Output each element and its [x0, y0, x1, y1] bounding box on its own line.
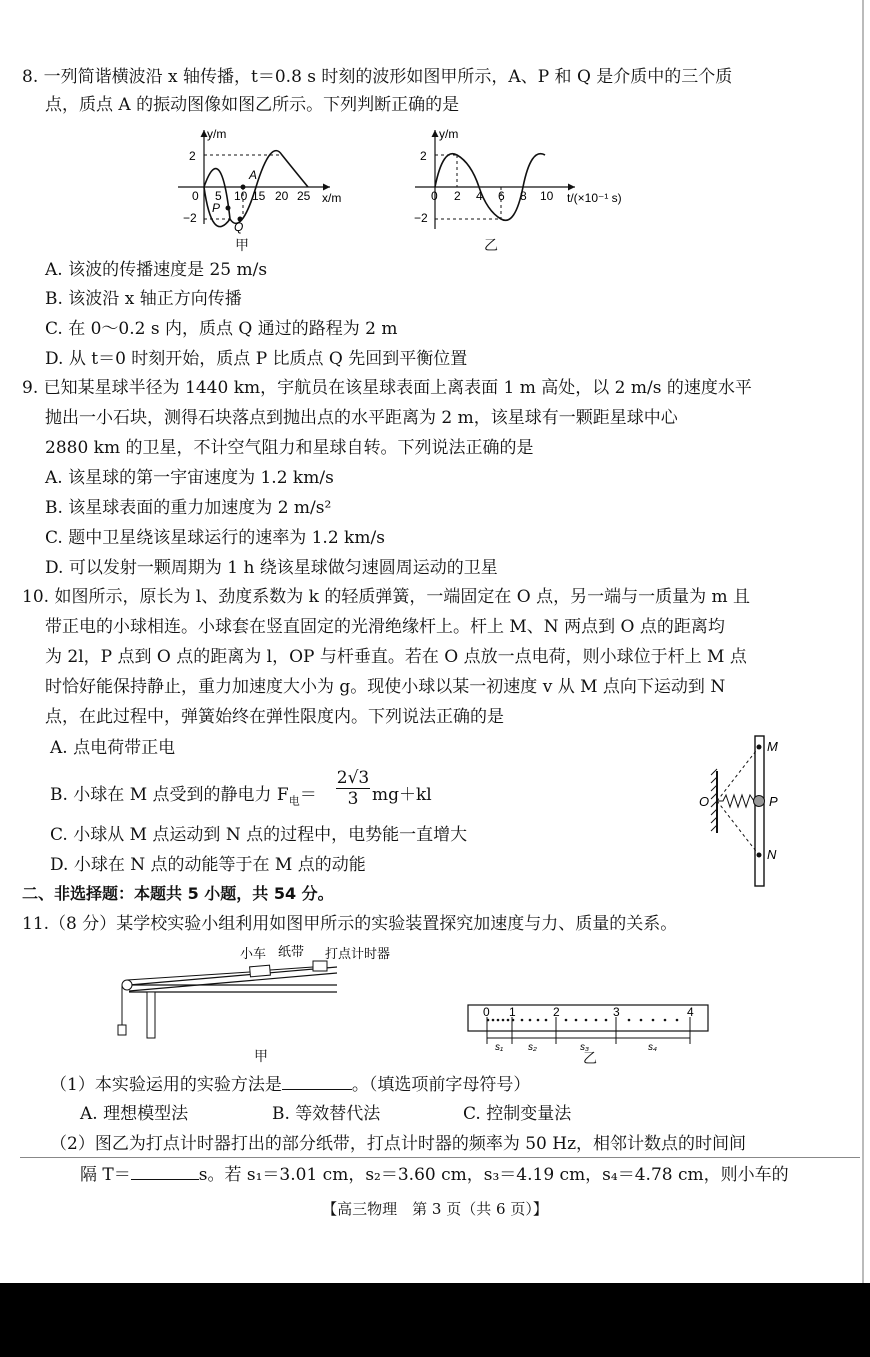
tape-strip: [468, 1005, 708, 1031]
label-q: Q: [234, 220, 244, 234]
dash-on: [717, 801, 759, 855]
tick-x-25: 25: [297, 189, 311, 203]
part1-before: （1）本实验运用的实验方法是: [50, 1075, 282, 1095]
q8-option-d: D. 从 t＝0 时刻开始，质点 P 比质点 Q 先回到平衡位置: [45, 349, 468, 369]
pulley: [122, 980, 132, 990]
q11-part1-option-c: C. 控制变量法: [463, 1104, 572, 1124]
page-edge: [862, 0, 864, 1283]
q11-part1-option-b: B. 等效替代法: [272, 1104, 381, 1124]
count-2: 2: [553, 1005, 560, 1019]
q10-option-c: C. 小球从 M 点运动到 N 点的过程中，电势能一直增大: [50, 825, 468, 845]
part2-before: 隔 T＝: [80, 1165, 131, 1185]
q10-option-a: A. 点电荷带正电: [50, 738, 176, 758]
tick-y-neg: −2: [414, 211, 428, 225]
q9-option-a: A. 该星球的第一宇宙速度为 1.2 km/s: [45, 468, 334, 488]
label-a: A: [249, 168, 258, 182]
fraction-numerator: 2√3: [336, 768, 370, 788]
vibration-graph-yi: [405, 124, 645, 234]
timer: [313, 961, 327, 971]
y-axis-label: y/m: [439, 127, 459, 141]
wave-graph-jia: [170, 124, 370, 234]
tick-y-neg: −2: [183, 211, 197, 225]
count-4: 4: [687, 1005, 694, 1019]
apparatus-diagram-jia: [115, 940, 405, 1040]
q10-stem-line3: 为 2l，P 点到 O 点的距离为 l，OP 与杆垂直。若在 O 点放一点电荷，则小球位于杆上 M 点: [45, 647, 747, 667]
q11-part2-line2: [80, 1163, 789, 1186]
label-p: P: [769, 794, 778, 809]
q11-part2-line1: （2）图乙为打点计时器打出的部分纸带，打点计时器的频率为 50 Hz，相邻计数点的时间间: [50, 1134, 747, 1154]
option-b-sub: 电: [288, 794, 300, 808]
label-m: M: [767, 739, 778, 754]
part2-answer-blank[interactable]: [131, 1163, 199, 1180]
q9-stem-line3: 2880 km 的卫星，不计空气阻力和星球自转。下列说法正确的是: [45, 438, 534, 458]
label-tape: 纸带: [278, 944, 305, 959]
fraction-denominator: 3: [347, 789, 359, 809]
tape-caption: 乙: [583, 1051, 597, 1067]
point-p-dot: [226, 206, 231, 211]
segment-s2: s₂: [528, 1042, 537, 1053]
q8-stem-line1: 8. 一列简谐横波沿 x 轴传播，t＝0.8 s 时刻的波形如图甲所示，A、P 和 Q 是介质中的三个质: [22, 67, 733, 87]
apparatus-caption: 甲: [254, 1049, 268, 1065]
q9-option-b: B. 该星球表面的重力加速度为 2 m/s²: [45, 498, 332, 518]
q8-option-a: A. 该波的传播速度是 25 m/s: [45, 260, 268, 280]
label-car: 小车: [240, 946, 267, 961]
weight: [118, 1025, 126, 1035]
q10-stem-line4: 时恰好能保持静止，重力加速度大小为 g。现使小球以某一初速度 v 从 M 点向下运动到 N: [45, 677, 726, 697]
label-p: P: [212, 201, 221, 215]
tick-y-pos: 2: [420, 149, 427, 163]
separator-rule: [20, 1157, 860, 1158]
part1-answer-blank[interactable]: [282, 1073, 352, 1090]
q10-option-b: [50, 784, 317, 812]
t-axis-label: t/(×10⁻¹ s): [567, 191, 622, 205]
q10-stem-line1: 10. 如图所示，原长为 l、劲度系数为 k 的轻质弹簧，一端固定在 O 点，另一端与一质量为 m 且: [22, 587, 751, 607]
q11-part1-option-a: A. 理想模型法: [80, 1104, 189, 1124]
x-axis-label: x/m: [322, 191, 342, 205]
option-b-prefix: B. 小球在 M 点受到的静电力 F: [50, 785, 289, 805]
tick-t-2: 2: [454, 189, 461, 203]
point-n-dot: [757, 853, 762, 858]
option-b-suffix: mg＋kl: [372, 785, 432, 805]
q8-stem-line2: 点，质点 A 的振动图像如图乙所示。下列判断正确的是: [45, 95, 460, 115]
q8-option-c: C. 在 0～0.2 s 内，质点 Q 通过的路程为 2 m: [45, 319, 398, 339]
tick-x-5: 5: [215, 189, 222, 203]
fig-jia-caption: 甲: [235, 238, 249, 254]
q9-option-c: C. 题中卫星绕该星球运行的速率为 1.2 km/s: [45, 528, 385, 548]
spring: [717, 795, 755, 807]
q11-part1: [50, 1073, 530, 1096]
dash-om: [717, 747, 759, 801]
q9-stem-line1: 9. 已知某星球半径为 1440 km，宇航员在该星球表面上离表面 1 m 高处，以 2 m/s 的速度水平: [22, 378, 752, 398]
tick-t-10: 10: [540, 189, 554, 203]
tick-x-15: 15: [252, 189, 266, 203]
count-1: 1: [509, 1005, 516, 1019]
spring-rod-diagram: [695, 733, 795, 888]
segment-s1: s₁: [495, 1042, 504, 1053]
tick-x-10: 10: [234, 189, 248, 203]
q10-stem-line2: 带正电的小球相连。小球套在竖直固定的光滑绝缘杆上。杆上 M、N 两点到 O 点的距离均: [45, 617, 725, 637]
y-axis-label: y/m: [207, 127, 227, 141]
tick-x-20: 20: [275, 189, 289, 203]
label-o: O: [699, 794, 710, 809]
q9-option-d: D. 可以发射一颗周期为 1 h 绕该星球做匀速圆周运动的卫星: [45, 558, 498, 578]
ball: [754, 796, 765, 807]
section-heading: 二、非选择题：本题共 5 小题，共 54 分。: [22, 884, 334, 903]
part2-after: s。若 s₁＝3.01 cm，s₂＝3.60 cm，s₃＝4.19 cm，s₄＝4.78 cm，则小车的: [198, 1165, 789, 1185]
fig-yi-caption: 乙: [484, 238, 498, 254]
label-n: N: [767, 847, 777, 862]
vertical-rod: [755, 736, 764, 886]
segment-s4: s₄: [648, 1042, 658, 1053]
fraction-2root3-over-3: [336, 768, 370, 809]
segment-s3: s₃: [580, 1042, 589, 1053]
option-b-eq: ＝: [299, 785, 317, 805]
q10-option-d: D. 小球在 N 点的动能等于在 M 点的动能: [50, 855, 366, 875]
q11-intro: 11.（8 分）某学校实验小组利用如图甲所示的实验装置探究加速度与力、质量的关系。: [22, 914, 678, 934]
q8-option-b: B. 该波沿 x 轴正方向传播: [45, 289, 242, 309]
tick-t-4: 4: [476, 189, 483, 203]
cart: [250, 965, 271, 977]
tick-t-6: 6: [498, 189, 505, 203]
point-m-dot: [757, 745, 762, 750]
count-0: 0: [483, 1005, 490, 1019]
part1-after: 。（填选项前字母符号）: [351, 1075, 531, 1095]
tick-t-0: 0: [431, 189, 438, 203]
page-footer: 【高三物理 第 3 页（共 6 页）】: [322, 1200, 548, 1218]
tick-t-8: 8: [520, 189, 527, 203]
table-leg: [147, 992, 155, 1038]
tick-x-0: 0: [192, 189, 199, 203]
q10-stem-line5: 点，在此过程中，弹簧始终在弹性限度内。下列说法正确的是: [45, 707, 504, 727]
label-timer: 打点计时器: [325, 946, 391, 961]
count-3: 3: [613, 1005, 620, 1019]
scan-bottom-bar: [0, 1283, 870, 1357]
tick-y-pos: 2: [189, 149, 196, 163]
q9-stem-line2: 抛出一小石块，测得石块落点到抛出点的水平距离为 2 m，该星球有一颗距星球中心: [45, 408, 678, 428]
